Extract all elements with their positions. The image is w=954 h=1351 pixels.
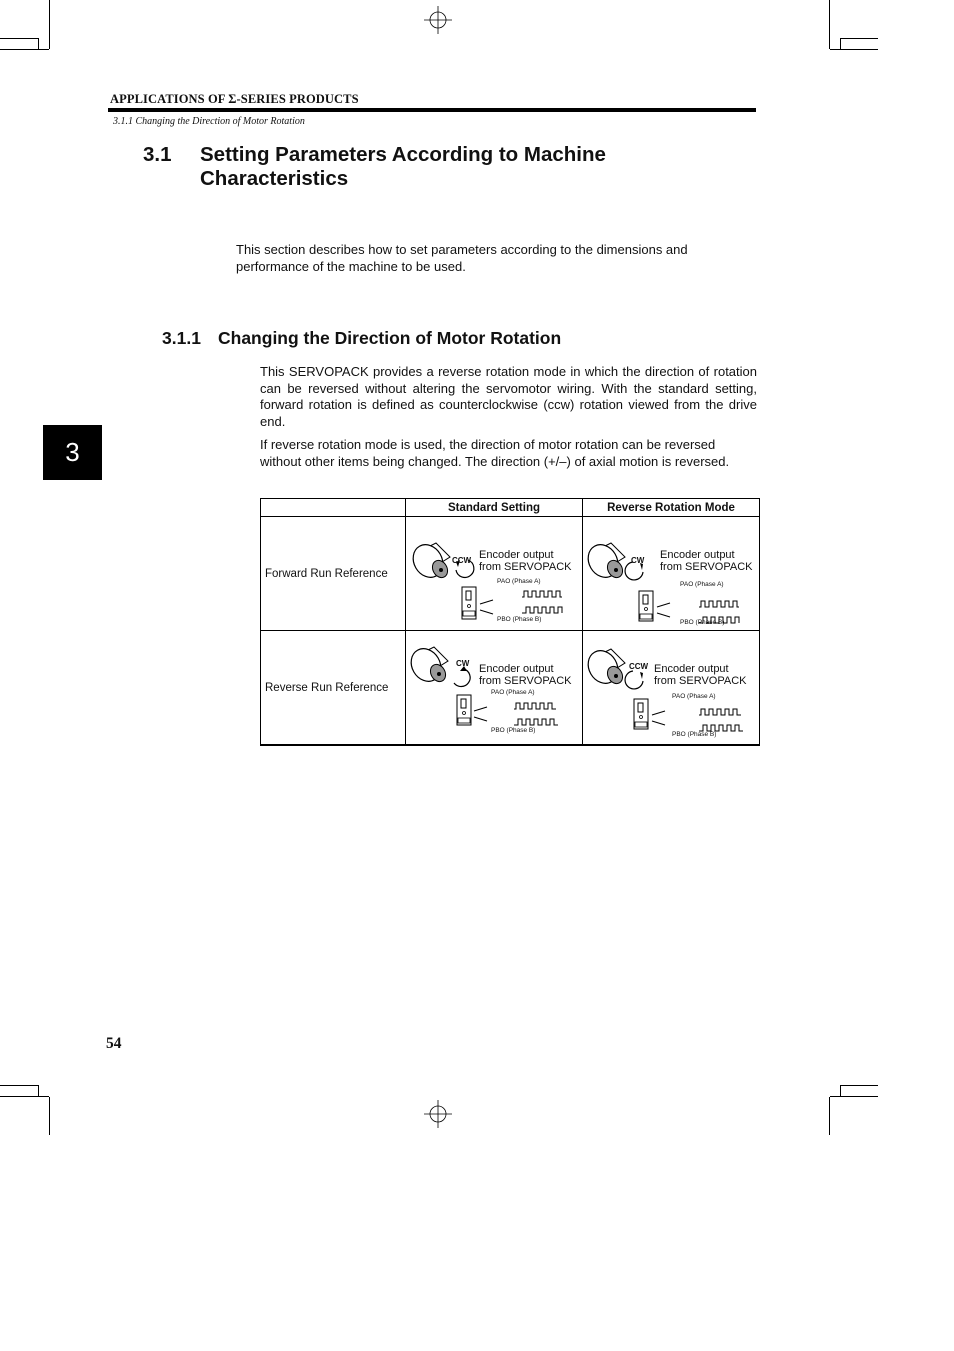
crop-mark: [840, 1085, 878, 1086]
motor-diagram-icon: [583, 517, 759, 630]
servopack-icon: [634, 699, 648, 729]
registration-mark-icon: [424, 1100, 452, 1128]
encoder-output-label: Encoder output: [654, 663, 729, 675]
servomotor-icon: [406, 643, 449, 686]
row-label: Forward Run Reference: [261, 517, 406, 631]
sub-head: 3.1.1 Changing the Direction of Motor Rotation: [113, 116, 305, 127]
motor-diagram-icon: [583, 631, 759, 744]
crop-mark: [829, 1097, 830, 1135]
phase-b-label: PBO (Phase B): [491, 727, 536, 734]
phase-a-label: PAO (Phase A): [491, 689, 535, 696]
crop-mark: [840, 1085, 841, 1097]
crop-mark: [38, 1085, 39, 1097]
page-number: 54: [106, 1035, 122, 1052]
paragraph: This SERVOPACK provides a reverse rotation mode in which the direction of rotation can be reversed without altering the servomotor wiring. With the standard setting, forward rotation is defined as counterclockwise (ccw) rotation viewed from the drive end.: [260, 364, 757, 429]
crop-mark: [829, 0, 830, 49]
servomotor-icon: [583, 645, 626, 688]
encoder-output-label: from SERVOPACK: [654, 675, 747, 687]
encoder-output-label: Encoder output: [479, 549, 554, 561]
crop-mark: [840, 38, 878, 39]
table-row: [261, 631, 760, 746]
diagram-cell: [583, 517, 760, 631]
table-header-row: [261, 499, 760, 517]
direction-label: CCW: [629, 662, 649, 671]
crop-mark: [840, 38, 841, 49]
crop-mark: [830, 49, 878, 50]
crop-mark: [38, 38, 39, 49]
servomotor-icon: [583, 539, 626, 582]
section-number: 3.1: [143, 143, 172, 166]
servopack-icon: [457, 695, 471, 725]
section-intro: This section describes how to set parameters according to the dimensions and performance of the machine to be used.: [236, 242, 688, 274]
header-rule: [108, 108, 756, 112]
crop-mark: [49, 1097, 50, 1135]
crop-mark: [0, 1085, 38, 1086]
table-header-blank: [261, 499, 406, 517]
servopack-icon: [462, 587, 476, 619]
table-row: [261, 517, 760, 631]
crop-mark: [0, 38, 38, 39]
row-label: Reverse Run Reference: [261, 631, 406, 746]
chapter-tab: 3: [43, 425, 102, 480]
phase-a-label: PAO (Phase A): [672, 693, 716, 700]
motor-diagram-icon: [406, 517, 582, 630]
direction-label: CW: [456, 659, 470, 668]
crop-mark: [0, 1096, 49, 1097]
registration-mark-icon: [424, 6, 452, 34]
phase-a-label: PAO (Phase A): [680, 581, 724, 588]
running-head: APPLICATIONS OF Σ-SERIES PRODUCTS: [110, 92, 359, 106]
encoder-output-label: from SERVOPACK: [479, 561, 572, 573]
encoder-output-label: from SERVOPACK: [479, 675, 572, 687]
rotation-table: [260, 498, 760, 746]
phase-a-label: PAO (Phase A): [497, 578, 541, 585]
diagram-cell: [583, 631, 760, 746]
diagram-cell: [406, 517, 583, 631]
direction-label: CW: [631, 556, 645, 565]
section-title: Setting Parameters According to Machine Characteristics: [200, 143, 606, 190]
direction-label: CCW: [452, 556, 472, 565]
subsection-title: Changing the Direction of Motor Rotation: [218, 328, 562, 348]
encoder-output-label: from SERVOPACK: [660, 561, 753, 573]
encoder-output-label: Encoder output: [479, 663, 554, 675]
diagram-cell: [406, 631, 583, 746]
servomotor-icon: [407, 539, 450, 582]
crop-mark: [830, 1096, 878, 1097]
phase-b-label: PBO (Phase B): [497, 616, 542, 623]
crop-mark: [49, 0, 50, 49]
servopack-icon: [639, 591, 653, 621]
phase-b-label: PBO (Phase B): [672, 731, 717, 738]
paragraph: If reverse rotation mode is used, the direction of motor rotation can be reversed without other items being changed. The direction (+/–) of axial motion is reversed.: [260, 437, 730, 469]
table-header-reverse: Reverse Rotation Mode: [583, 499, 760, 517]
subsection-number: 3.1.1: [162, 328, 201, 348]
table-header-standard: Standard Setting: [406, 499, 583, 517]
phase-b-label: PBO (Phase B): [680, 619, 725, 626]
crop-mark: [0, 49, 49, 50]
encoder-output-label: Encoder output: [660, 549, 735, 561]
